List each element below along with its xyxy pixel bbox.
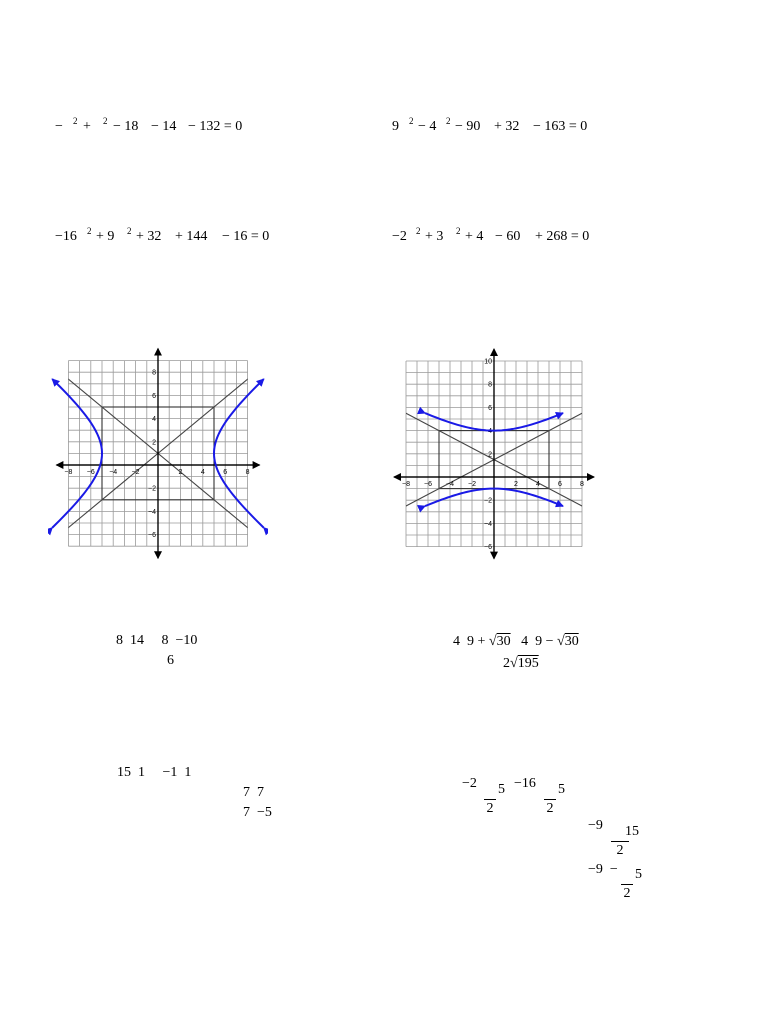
answer-1-line-2: 6 (167, 653, 174, 668)
eq1-exponent-1: 2 (73, 116, 78, 126)
eq4-term-d: − 60 (495, 229, 521, 244)
y-tick-label: 6 (152, 392, 156, 400)
x-tick-label: 8 (245, 469, 250, 476)
y-tick-label: 2 (152, 439, 156, 447)
answer-4-fraction-2: 5 2 (544, 766, 556, 833)
y-tick-label: 4 (152, 416, 156, 424)
eq1-term-e: − 132 = 0 (188, 119, 243, 134)
eq3-term-a: −16 (55, 229, 77, 244)
y-tick-label: 4 (488, 428, 492, 436)
eq3-term-e: − 16 = 0 (222, 229, 270, 244)
answer-4-number-3: −9 (588, 818, 603, 833)
y-tick-label: 6 (488, 404, 492, 412)
answer-1-line-1: 8 14 8 −10 (116, 633, 198, 648)
y-tick-label: −4 (148, 508, 156, 516)
answer-3-line-2: 7 7 (243, 785, 264, 800)
y-tick-label: −6 (484, 544, 492, 552)
hyperbola-graph-2 (384, 344, 606, 566)
answer-4-fraction-4: 5 2 (621, 851, 633, 918)
eq4-term-e: + 268 = 0 (535, 229, 590, 244)
x-tick-label: −2 (131, 469, 140, 476)
eq3-exponent-2: 2 (127, 226, 132, 236)
eq3-exponent-1: 2 (87, 226, 92, 236)
eq4-term-c: + 4 (465, 229, 484, 244)
y-tick-label: 8 (488, 381, 492, 389)
eq4-term-a: −2 (392, 229, 407, 244)
eq2-term-b: − 4 (418, 119, 437, 134)
eq3-term-b: + 9 (96, 229, 115, 244)
x-tick-label: −4 (446, 481, 454, 488)
eq2-exponent-1: 2 (409, 116, 414, 126)
x-tick-label: 6 (223, 469, 228, 476)
eq1-term-b: + (83, 119, 91, 134)
eq3-term-d: + 144 (175, 229, 208, 244)
x-tick-label: 4 (200, 469, 205, 476)
eq4-term-b: + 3 (425, 229, 444, 244)
x-tick-label: −2 (468, 481, 476, 488)
eq1-term-a: − (55, 119, 63, 134)
y-tick-label: −2 (484, 497, 492, 505)
x-tick-label: −6 (86, 469, 95, 476)
answer-4-number-1: −2 (462, 776, 477, 791)
eq2-term-d: + 32 (494, 119, 520, 134)
eq1-exponent-2: 2 (103, 116, 108, 126)
x-tick-label: −6 (424, 481, 432, 488)
x-tick-label: 2 (514, 481, 518, 488)
eq4-exponent-2: 2 (456, 226, 461, 236)
y-tick-label: 8 (152, 369, 156, 377)
eq1-term-c: − 18 (113, 119, 139, 134)
answer-2-line-1: 4 9 + √30 4 9 − √30 (453, 634, 579, 649)
answer-4-fraction-3: 15 2 (611, 808, 629, 875)
x-tick-label: 8 (580, 481, 584, 488)
answer-3-line-1: 15 1 −1 1 (117, 765, 192, 780)
x-tick-label: −8 (64, 469, 73, 476)
y-tick-label: −6 (148, 532, 156, 540)
answer-4-number-4: −9 − (588, 862, 618, 877)
x-tick-label: 4 (536, 481, 540, 488)
eq2-term-e: − 163 = 0 (533, 119, 588, 134)
x-tick-label: −8 (402, 481, 410, 488)
x-tick-label: 2 (178, 469, 183, 476)
x-tick-label: −4 (109, 469, 118, 476)
y-tick-label: 2 (488, 451, 492, 459)
eq2-term-c: − 90 (455, 119, 481, 134)
y-tick-label: 10 (484, 358, 492, 366)
eq4-exponent-1: 2 (416, 226, 421, 236)
hyperbola-graph-1 (48, 344, 268, 566)
answer-2-line-2: 2√195 (503, 656, 539, 671)
eq1-term-d: − 14 (151, 119, 177, 134)
eq2-exponent-2: 2 (446, 116, 451, 126)
answer-4-number-2: −16 (514, 776, 536, 791)
y-tick-label: −4 (484, 520, 492, 528)
eq3-term-c: + 32 (136, 229, 162, 244)
answer-4-fraction-1: 5 2 (484, 766, 496, 833)
x-tick-label: 6 (558, 481, 562, 488)
y-tick-label: −2 (148, 485, 156, 493)
tick-labels (402, 359, 584, 552)
eq2-term-a: 9 (392, 119, 399, 134)
answer-3-line-3: 7 −5 (243, 805, 272, 820)
